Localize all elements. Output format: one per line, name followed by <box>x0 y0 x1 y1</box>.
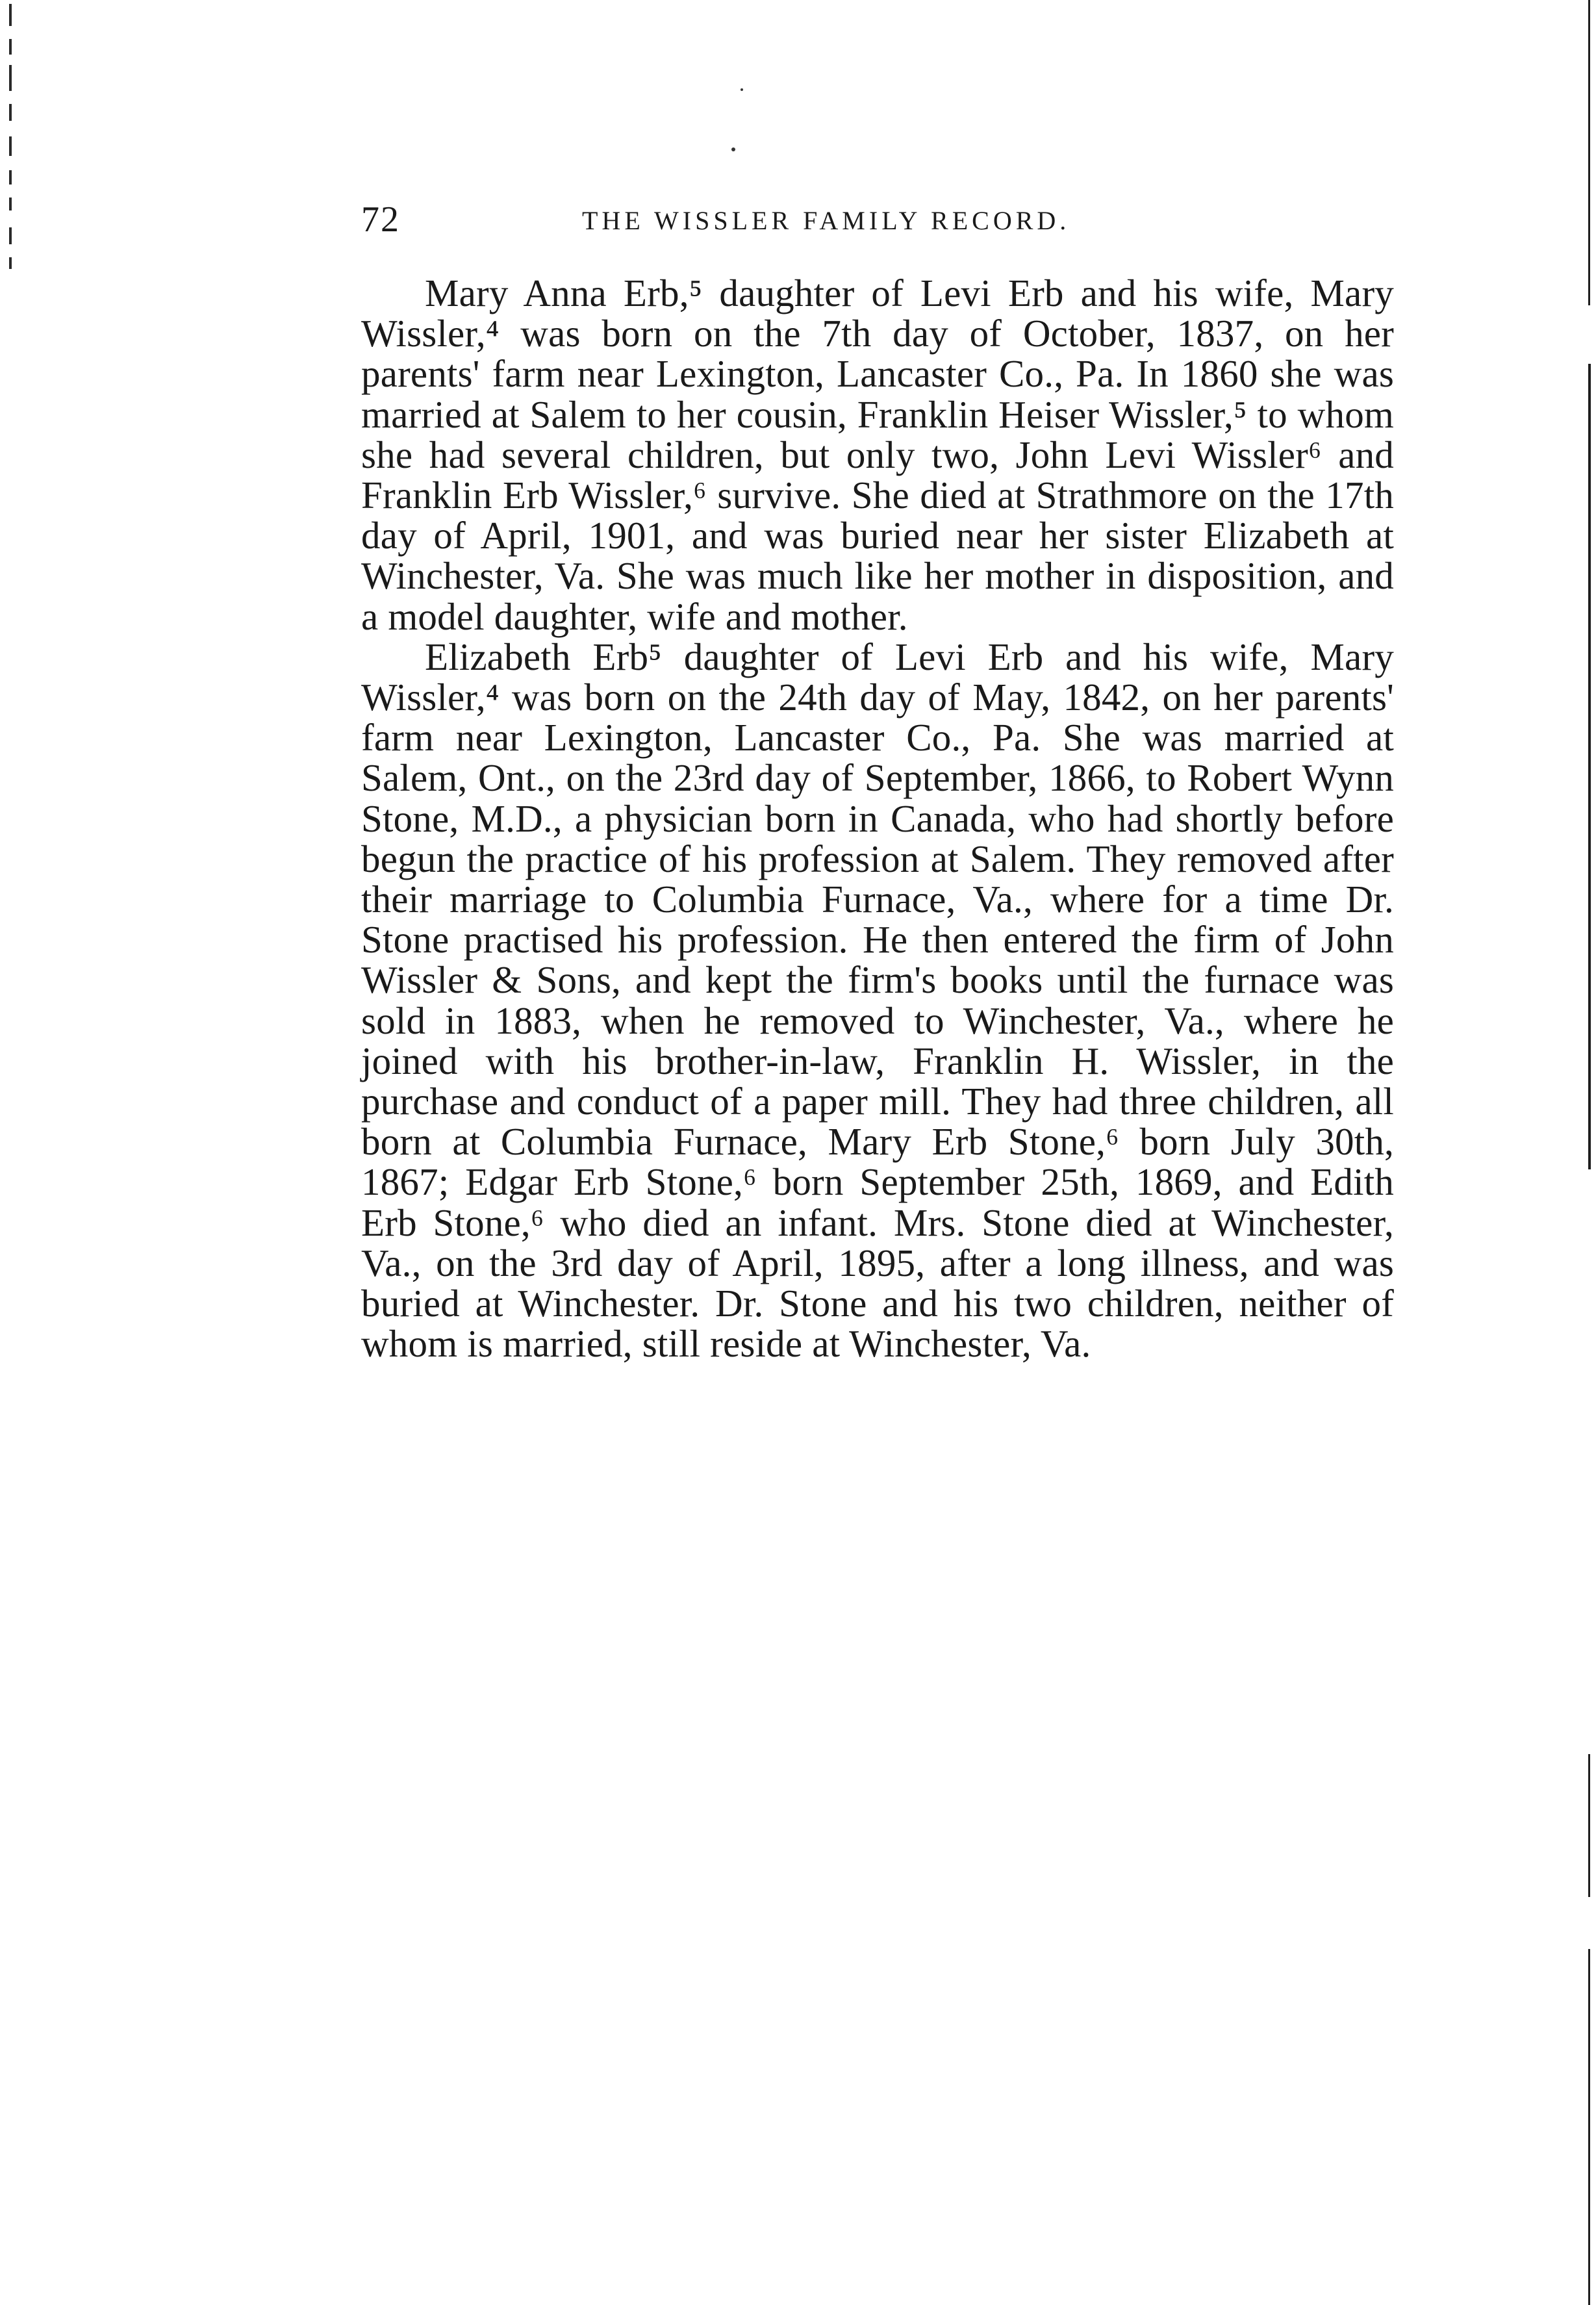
scan-speck <box>731 147 735 151</box>
running-title: THE WISSLER FAMILY RECORD. <box>582 206 1070 235</box>
paragraph-mary-anna-erb: Mary Anna Erb,⁵ daughter of Levi Erb and his wife, Mary Wissler,⁴ was born on the 7th day of October, 1837, on her parents' farm near Lexington, Lancaster Co., Pa. In 1860 she was married at Salem to her cousin, Franklin Heiser Wissler,⁵ to whom she had several children, but only two, John Levi Wissler⁶ and Franklin Erb Wissler,⁶ survive. She died at Strathmore on the 17th day of April, 1901, and was buried near her sister Elizabeth at Winchester, Va. She was much like her mother in disposition, and a model daughter, wife and mother. <box>361 272 1394 638</box>
body-text <box>361 273 1394 1364</box>
page-header <box>361 196 1387 248</box>
paragraph-elizabeth-erb: Elizabeth Erb⁵ daughter of Levi Erb and his wife, Mary Wissler,⁴ was born on the 24th day of May, 1842, on her parents' farm near Lexington, Lancaster Co., Pa. She was married at Salem, Ont., on the 23rd day of September, 1866, to Robert Wynn Stone, M.D., a physician born in Canada, who had shortly before begun the practice of his profession at Salem. They removed after their marriage to Columbia Furnace, Va., where for a time Dr. Stone practised his profession. He then entered the firm of John Wissler & Sons, and kept the firm's books until the furnace was sold in 1883, when he removed to Winchester, Va., where he joined with his brother-in-law, Franklin H. Wissler, in the purchase and conduct of a paper mill. They had three children, all born at Columbia Furnace, Mary Erb Stone,⁶ born July 30th, 1867; Edgar Erb Stone,⁶ born September 25th, 1869, and Edith Erb Stone,⁶ who died an infant. Mrs. Stone died at Winchester, Va., on the 3rd day of April, 1895, after a long illness, and was buried at Winchester. Dr. Stone and his two children, neither of whom is married, still reside at Winchester, Va. <box>361 635 1394 1366</box>
scan-speck <box>741 88 743 91</box>
scan-left-edge <box>0 0 22 273</box>
page-number: 72 <box>361 199 400 240</box>
scan-right-edge <box>1577 0 1596 2305</box>
